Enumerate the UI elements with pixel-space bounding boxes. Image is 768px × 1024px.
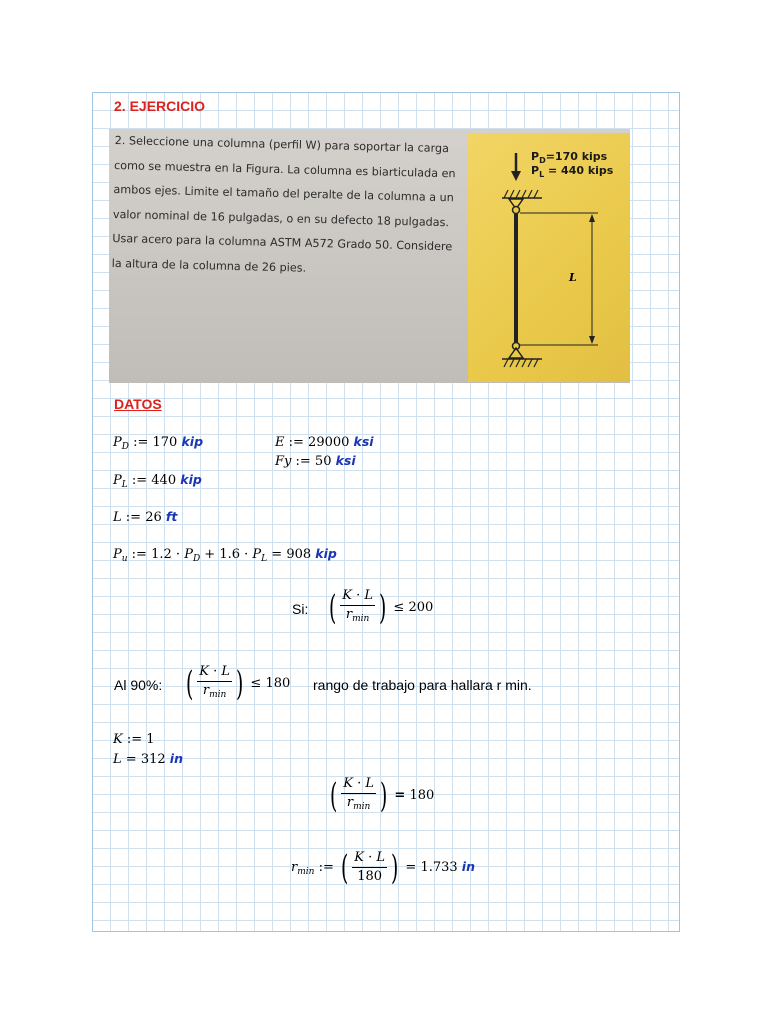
si-label: Si:: [292, 601, 309, 617]
dim-arrow-top: [589, 214, 595, 222]
rmin-def: $r_{min}$ := ( $\frac{K \cdot L}{180}$ ) = 1.733 in: [291, 847, 475, 888]
al90-inequality: ( $\frac{K \cdot L}{r_{min}}$ ) ≤ 180: [185, 663, 291, 704]
problem-photo: [109, 129, 630, 383]
l-def: L := 26 ft: [113, 509, 178, 525]
pl-label: $P_L = 440$ kips: [531, 164, 614, 180]
pd-label: $P_D=170$ kips: [531, 150, 608, 166]
bottom-hatch: [504, 359, 538, 367]
al90-label: Al 90%:: [114, 677, 163, 693]
l-in-def: L = 312 in: [113, 751, 183, 767]
top-pin-circle: [513, 207, 520, 214]
si-inequality: ( $\frac{K \cdot L}{r_{min}}$ ) ≤ 200: [328, 587, 434, 628]
fy-def: Fy := 50 ksi: [275, 453, 356, 469]
length-label: L: [569, 271, 577, 284]
k-def: K := 1: [113, 732, 155, 747]
dim-arrow-bottom: [589, 336, 595, 344]
top-hatch: [504, 190, 538, 198]
column-figure: [468, 133, 630, 382]
ratio-evaluation: ( $\frac{K \cdot L}{r_{min}}$ ) = 180: [329, 775, 435, 816]
load-arrowhead: [511, 171, 521, 181]
section-title: 2. EJERCICIO: [114, 98, 206, 114]
pl-def: $P_L$ := 440 kip: [113, 472, 202, 490]
pd-def: $P_D$ := 170 kip: [113, 434, 204, 452]
pu-def: $P_u$ := $1.2 \cdot P_D + 1.6 \cdot P_L = 908$ kip: [113, 546, 337, 564]
worksheet-page: [92, 92, 680, 932]
problem-statement: 2. Seleccione una columna (perfil W) para soportar la carga como se muestra en la Figura. La columna es biarticulada en ambos ejes. Limite el tamaño del peralte de la columna a un valor nominal de 16 pulgadas, o en su defecto 18 pulgadas. Usar acero para la columna ASTM A572 Grado 50. Considere la altura de la columna de 26 pies.: [111, 133, 456, 275]
al90-note: rango de trabajo para hallara r min.: [313, 677, 532, 693]
e-def: E := 29000 ksi: [275, 434, 374, 450]
datos-title: DATOS: [114, 396, 162, 412]
